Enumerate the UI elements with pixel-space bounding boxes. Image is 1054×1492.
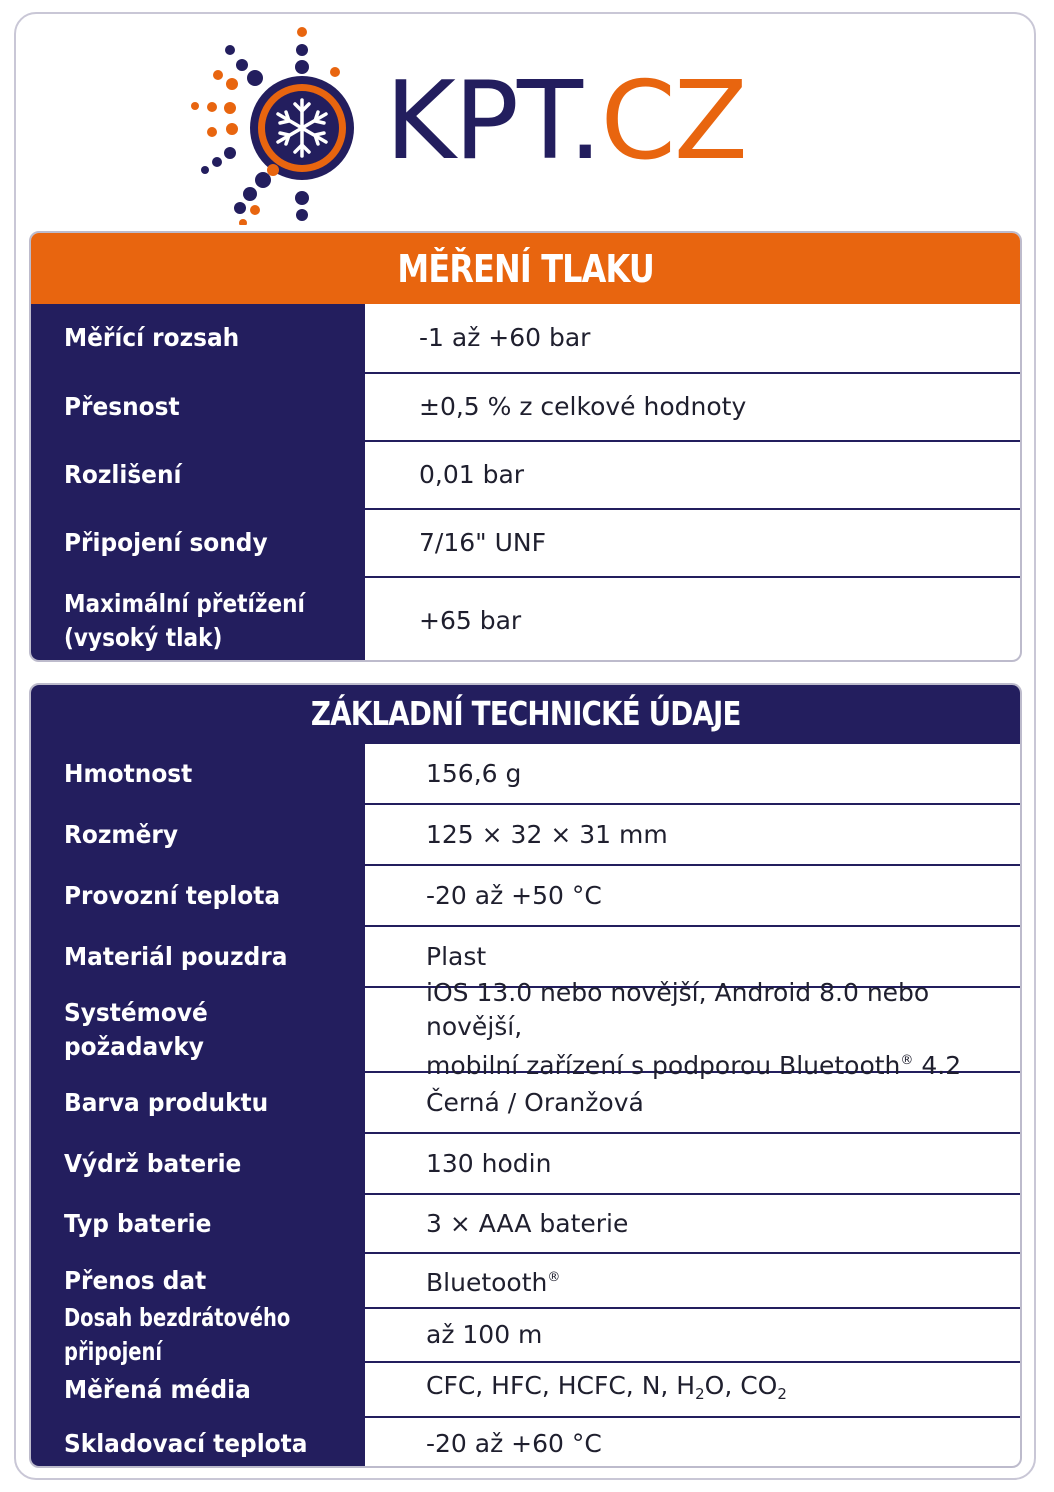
row-value: Bluetooth® (426, 1268, 561, 1297)
row-value: ±0,5 % z celkové hodnoty (419, 392, 747, 421)
row-value: 3 × AAA baterie (426, 1208, 629, 1238)
row-label: Provozní teplota (31, 866, 365, 925)
table-row (31, 1416, 1020, 1468)
row-value: až 100 m (426, 1320, 543, 1349)
row-value: iOS 13.0 nebo novější, Android 8.0 nebo novější, mobilní zařízení s podporou Bluetooth® 4.2 (426, 978, 962, 1080)
row-value: Plast (426, 941, 487, 971)
logo-wordmark: KPT.CZ (385, 59, 746, 184)
row-value: 156,6 g (426, 758, 522, 788)
table-row (31, 304, 1020, 372)
row-value: -20 až +50 °C (426, 880, 602, 910)
row-value: Černá / Oranžová (426, 1087, 644, 1117)
row-label: Měřící rozsah (31, 304, 365, 372)
row-label: Maximální přetížení (vysoký tlak) (31, 578, 365, 662)
table-row (31, 864, 1020, 925)
row-label: Připojení sondy (31, 510, 365, 576)
row-value: 0,01 bar (419, 460, 525, 489)
row-label: Měřená média (31, 1363, 365, 1416)
row-label: Systémové požadavky (31, 988, 365, 1071)
basic-specs-table (29, 683, 1022, 1468)
row-value: 130 hodin (426, 1148, 552, 1178)
row-label: Dosah bezdrátového připojení (31, 1309, 365, 1361)
row-value: -20 až +60 °C (426, 1429, 602, 1458)
row-label: Rozměry (31, 805, 365, 864)
table-row (31, 742, 1020, 803)
row-label: Výdrž baterie (31, 1134, 365, 1193)
table-row (31, 440, 1020, 508)
table-row (31, 1193, 1020, 1252)
table-row (31, 1132, 1020, 1193)
table-row (31, 508, 1020, 576)
table-row (31, 1252, 1020, 1307)
kpt-logo (185, 20, 785, 225)
row-value: +65 bar (419, 606, 522, 635)
row-label: Přesnost (31, 374, 365, 440)
table-row (31, 1303, 1020, 1366)
row-value: CFC, HFC, HCFC, N, $H_2O$, $CO_2$ (426, 1370, 787, 1403)
sun-snowflake-icon (185, 20, 385, 225)
row-label: Typ baterie (31, 1195, 365, 1252)
row-label: Materiál pouzdra (31, 927, 365, 986)
pressure-table (29, 231, 1022, 662)
row-label: Přenos dat (31, 1254, 365, 1307)
table-row (31, 803, 1020, 864)
row-label: Skladovací teplota (31, 1418, 365, 1468)
row-label: Hmotnost (31, 744, 365, 803)
table-row (31, 1361, 1020, 1416)
table-row (31, 372, 1020, 440)
pressure-table-title: MĚŘENÍ TLAKU (31, 233, 1020, 304)
basic-specs-table-title: ZÁKLADNÍ TECHNICKÉ ÚDAJE (31, 685, 1020, 742)
table-row (31, 1071, 1020, 1132)
row-value: -1 až +60 bar (419, 323, 591, 352)
row-label: Rozlišení (31, 442, 365, 508)
table-row (31, 576, 1020, 662)
row-value: 125 × 32 × 31 mm (426, 819, 668, 849)
row-label: Barva produktu (31, 1073, 365, 1132)
row-value: 7/16" UNF (419, 528, 546, 557)
table-row (31, 978, 1020, 1080)
